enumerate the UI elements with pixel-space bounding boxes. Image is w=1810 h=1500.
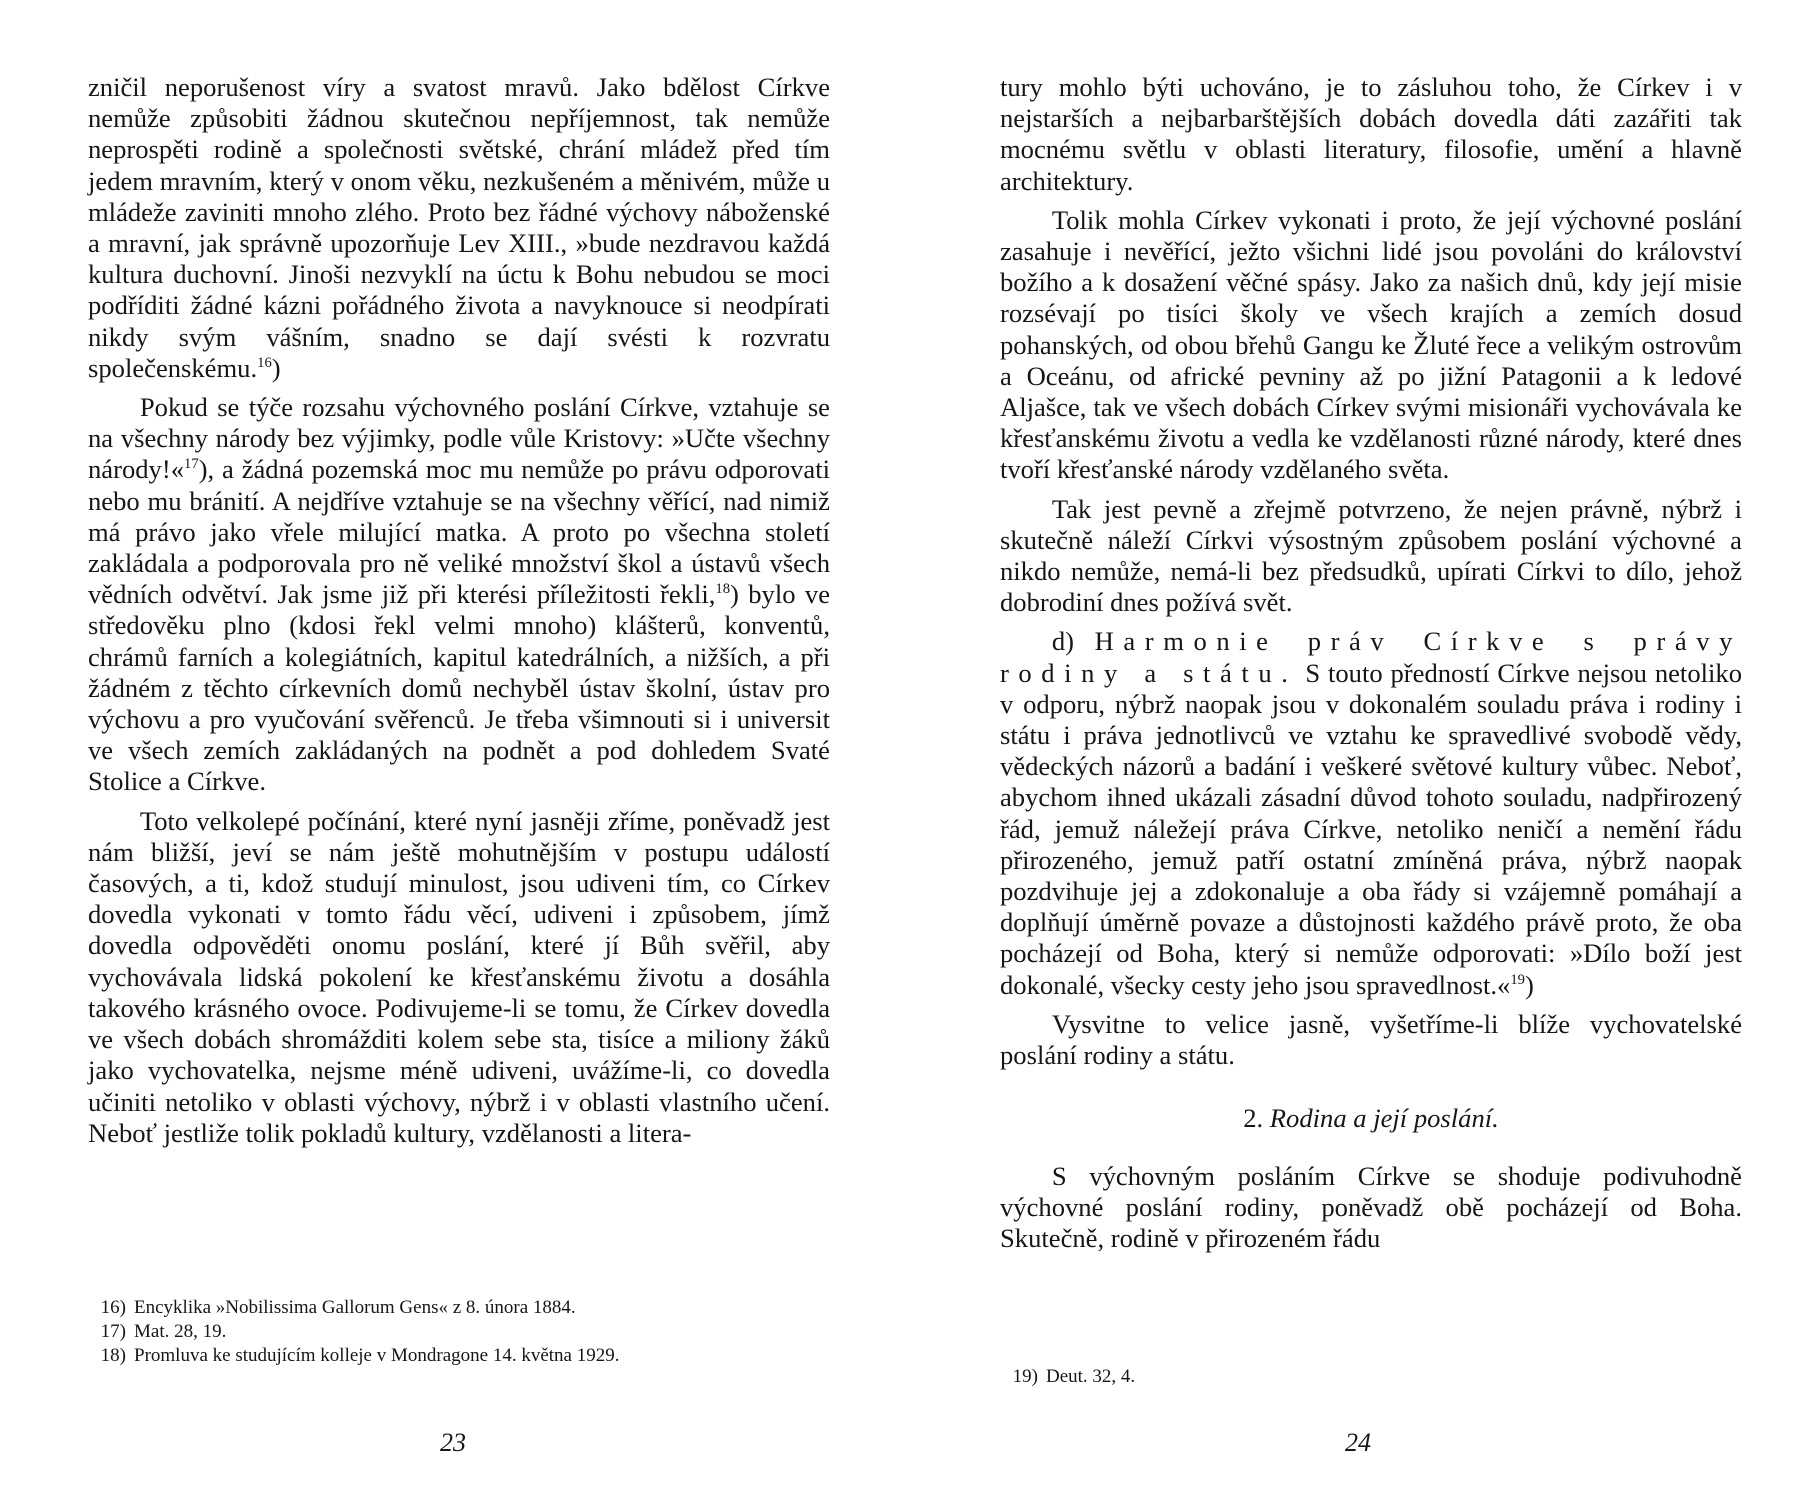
footnote-mark: 18)	[100, 1345, 126, 1366]
paragraph	[88, 72, 830, 384]
footnotes	[1000, 1365, 1742, 1389]
paragraph-text: Tolik mohla Církev vykonati i proto, že její výchovné poslání zasahuje i nevěřící, ježto všichni lidé jsou povoláni do království božího a k dosažení věčné spásy. Jako za našich dnů, kdy její misie rozsévají po tisíci školy ve všech krajích a zemích dosud pohanských, od obou břehů Gangu ke Žluté řece a velikým ostrovům a Oceánu, od africké pevniny až po jižní Patagonii a k ledové Aljašce, tak ve všech dobách Církev svými misionáři vychovávala ke křesťanskému životu a vedla ke vzdělanosti různé národy, které dnes tvoří křesťanské národy vzdělaného světa.	[1000, 204, 1742, 485]
paragraph	[1000, 494, 1742, 619]
section-title: Rodina a její poslání.	[1269, 1103, 1499, 1134]
paragraph-text: S touto předností Církve nejsou netoliko v odporu, nýbrž naopak jsou v dokonalém souladu práva i rodiny i státu i práva jednotlivců ve vztahu ke spravedlivé svobodě vědy, vědeckých názorů a badání i veškeré světové kultury vůbec. Neboť, abychom ihned ukázali zásadní důvod tohoto souladu, nadpřirozený řád, jemuž náležejí práva Církve, netoliko neničí a nemění řádu přirozeného, jemuž patří ostatní zmíněná práva, nýbrž naopak pozdvihuje jej a zdokonaluje a oba řády si vzájemně pomáhají a doplňují úměrně povaze a důstojnosti každého právě proto, že oba pocházejí od Boha, který si nemůže odporovati: »Dílo boží jest dokonalé, všecky cesty jeho jsou spravedlnost.«	[1000, 657, 1742, 1000]
right-page-body	[1000, 72, 1742, 1262]
footnote-mark: 19)	[1012, 1366, 1038, 1387]
paragraph	[1000, 72, 1742, 197]
paragraph-text: A nejdříve vztahuje se na všechny věřící, nad nimiž má právo jako vřele milující matka. A proto po všechna století zakládala a podporovala pro ně veliké množství škol a ústavů všech vědních odvětví. Jak jsme již při kterési příležitosti řekli,	[88, 485, 830, 610]
footnote	[88, 1296, 830, 1320]
footnote-mark: 16)	[100, 1297, 126, 1318]
emphasized-heading: Harmonie práv Církve s právy rodiny a státu.	[1000, 626, 1742, 688]
page-number: 23	[440, 1428, 466, 1457]
footnote-text: Deut. 32, 4.	[1046, 1366, 1136, 1387]
paragraph	[88, 392, 830, 798]
right-page	[905, 0, 1810, 1500]
paragraph-text: )	[1524, 969, 1534, 1000]
footnote-text: Promluva ke studujícím kolleje v Mondragone 14. května 1929.	[134, 1345, 620, 1366]
paragraph-text: Pokud se týče rozsahu výchovného poslání Církve, vztahuje se na všechny národy bez výjimky, podle vůle Kristovy: »Učte všechny národy!«	[88, 392, 830, 485]
paragraph-text: ), a žádná pozemská moc mu nemůže po právu odporovati nebo mu bránití.	[88, 454, 830, 516]
footnote-reference: 16	[257, 354, 272, 371]
paragraph-text: Tak jest pevně a zřejmě potvrzeno, že nejen právně, nýbrž i skutečně náleží Církvi výsostným způsobem poslání výchovné a nikdo nemůže, nemá-li bez předsudků, upírati Církvi to dílo, jehož dobrodiní dnes požívá svět.	[1000, 493, 1742, 618]
paragraph	[1000, 205, 1742, 486]
paragraph-text: zničil neporušenost víry a svatost mravů. Jako bdělost Církve nemůže způsobiti žádnou skutečnou nepříjemnost, tak nemůže neprospěti rodině a společnosti světské, chrání mládež před tím jedem mravním, který v onom věku, nezkušeném a měnivém, může u mládeže zaviniti mnoho zlého. Proto bez řádné výchovy náboženské a mravní, jak správně upozorňuje Lev XIII., »bude nezdravou každá kultura duchovní. Jinoši nezvyklí na úctu k Bohu nebudou se moci podříditi žádné kázni pořádného života a navyknouce si neodpírati nikdy svým vášním, snadno se dají svésti k rozvratu společenskému.	[88, 72, 830, 383]
section-heading	[1000, 1103, 1742, 1134]
footnote	[88, 1320, 830, 1344]
paragraph	[88, 806, 830, 1149]
footnote-text: Encyklika »Nobilissima Gallorum Gens« z 8. února 1884.	[134, 1297, 576, 1318]
paragraph	[1000, 1009, 1742, 1071]
paragraph-text: )	[271, 352, 281, 383]
section-number: 2.	[1243, 1103, 1270, 1134]
footnotes	[88, 1296, 830, 1368]
footnote-text: Mat. 28, 19.	[134, 1321, 227, 1342]
paragraph-text: Toto velkolepé počínání, které nyní jasněji zříme, poněvadž jest nám bližší, jeví se nám ještě mohutnějším v postupu událostí časových, a ti, kdož studují minulost, jsou udiveni tím, co Církev dovedla vykonati v tomto řádu věcí, udiveni i způsobem, jímž dovedla odpověděti onomu poslání, které jí Bůh svěřil, aby vychovávala lidská pokolení ke křesťanskému životu a dosáhla takového krásného ovoce. Podivujeme-li se tomu, že Církev dovedla ve všech dobách shromážditi kolem sebe sta, tisíce a miliony žáků jako vychovatelka, nejsme méně udiveni, uvážíme-li, co dovedla učiniti netoliko v oblasti výchovy, nýbrž i v oblasti vlastního učení. Neboť jestliže tolik pokladů kultury, vzdělanosti a litera-	[88, 805, 830, 1148]
footnote	[1000, 1365, 1742, 1389]
footnote-reference: 17	[184, 456, 199, 473]
footnote-reference: 18	[715, 581, 731, 598]
footnote-mark: 17)	[100, 1321, 126, 1342]
paragraph-text: Vysvitne to velice jasně, vyšetříme-li blíže vychovatelské poslání rodiny a státu.	[1000, 1008, 1742, 1071]
paragraph-text: ) bylo ve středověku plno (kdosi řekl velmi mnoho) klášterů, konventů, chrámů farních a kolegiátních, kapitul katedrálních, a nižších, a při žádném z těchto církevních domů nechyběl ústav školní, ústav pro výchovu a pro vyučování svěřenců. Je třeba všimnouti si i universit ve všech zemích zakládaných na podnět a pod dohledem Svaté Stolice a Církve.	[88, 579, 830, 797]
page-number: 24	[1345, 1428, 1371, 1457]
paragraph-text: S výchovným posláním Církve se shoduje podivuhodně výchovné poslání rodiny, poněvadž obě pocházejí od Boha. Skutečně, rodině v přirozeném řádu	[1000, 1160, 1742, 1253]
footnote-reference: 19	[1510, 971, 1525, 988]
paragraph	[1000, 1161, 1742, 1255]
paragraph-text: tury mohlo býti uchováno, je to zásluhou toho, že Církev i v nejstarších a nejbarbarštějších dobách dovedla dáti zazářiti tak mocnému světlu v oblasti literatury, filosofie, umění a hlavně architektury.	[1000, 72, 1742, 196]
left-page-body	[88, 72, 830, 1157]
paragraph	[1000, 626, 1742, 1000]
footnote	[88, 1344, 830, 1368]
list-marker: d)	[1051, 626, 1095, 657]
